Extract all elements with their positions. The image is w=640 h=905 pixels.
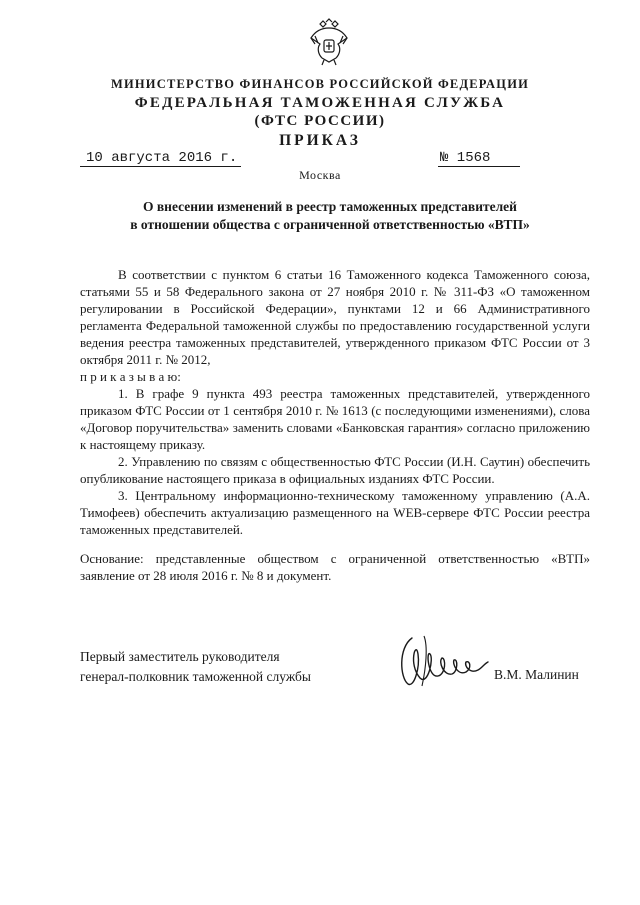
order-word: п р и к а з ы в а ю: [80,369,181,384]
signatory-position [80,647,311,687]
ministry-name: МИНИСТЕРСТВО ФИНАНСОВ РОССИЙСКОЙ ФЕДЕРАЦИИ [110,77,530,91]
signatory-name: В.М. Малинин [494,667,579,682]
service-name: ФЕДЕРАЛЬНАЯ ТАМОЖЕННАЯ СЛУЖБА [134,95,506,111]
russian-coat-of-arms-icon [308,18,350,66]
preamble-paragraph: В соответствии с пунктом 6 статьи 16 Таможенного кодекса Таможенного союза, статьями 55 и 58 Федерального закона от 27 ноября 2010 г. № 311-ФЗ «О таможенном регулировании в Российской Федерации», пунктами 12 и 66 Административного регламента Федеральной таможенной службы по предоставлению государственной услуги ведения реестра таможенных представителей, утвержденного приказом ФТС России от 3 октября 2011 г. № 2012, [80,267,590,367]
order-item-3: 3. Центральному информационно-техническому таможенному управлению (А.А. Тимофеев) обеспечить актуализацию размещенного на WEB-сервере ФТС России реестра таможенных представителей. [80,488,590,537]
signatory-position-line-2: генерал-полковник таможенной службы [80,669,311,684]
subject-line-2: в отношении общества с ограниченной ответственностью «ВТП» [130,217,530,232]
order-item-2: 2. Управлению по связям с общественностью ФТС России (И.Н. Саутин) обеспечить опубликование настоящего приказа в официальных изданиях ФТС России. [80,454,590,486]
order-number: № 1568 [438,150,520,167]
order-item-1: 1. В графе 9 пункта 493 реестра таможенных представителей, утвержденного приказом ФТС России от 1 сентября 2010 г. № 1613 (с последующими изменениями), слова «Договор поручительства» заменить словами «Банковская гарантия» согласно приложению к настоящему приказу. [80,386,590,452]
city-name: Москва [299,168,341,182]
handwritten-signature [394,628,494,698]
service-short-name: (ФТС РОССИИ) [254,113,386,129]
order-body [80,266,590,584]
basis-paragraph: Основание: представленные обществом с ограниченной ответственностью «ВТП» заявление от 28 июля 2016 г. № 8 и документ. [80,551,590,583]
subject-line-1: О внесении изменений в реестр таможенных представителей [143,199,517,214]
signatory-position-line-1: Первый заместитель руководителя [80,649,280,664]
order-subject [80,198,580,234]
document-type-title: ПРИКАЗ [279,132,361,149]
order-date: 10 августа 2016 г. [80,150,241,167]
